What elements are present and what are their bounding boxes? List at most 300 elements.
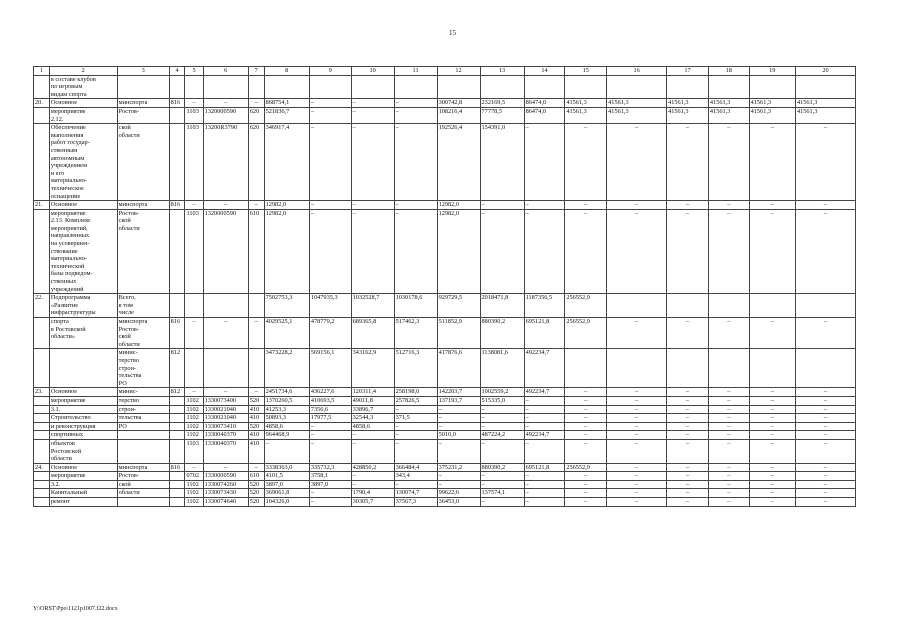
table-cell: – <box>480 480 524 489</box>
table-cell <box>117 75 169 99</box>
table-cell: – <box>667 489 709 498</box>
table-cell: – <box>795 414 855 423</box>
table-cell: ской <box>117 480 169 489</box>
table-cell <box>169 472 185 481</box>
table-cell: 1002559,2 <box>480 388 524 397</box>
table-cell: – <box>248 99 264 108</box>
table-cell: – <box>667 396 709 405</box>
table-cell: 812 <box>169 388 185 397</box>
table-cell: 37567,3 <box>394 498 437 507</box>
table-cell: 4101,5 <box>264 472 309 481</box>
table-cell: – <box>394 201 437 210</box>
table-cell: – <box>749 463 795 472</box>
table-cell: 346917,4 <box>264 124 309 201</box>
table-cell: – <box>524 472 565 481</box>
table-cell: в составе клубов по игровым видам спорта <box>49 75 117 99</box>
table-cell: 1103 <box>185 439 203 463</box>
table-cell: – <box>394 431 437 440</box>
table-cell: – <box>394 480 437 489</box>
table-cell: 12982,0 <box>264 209 309 294</box>
table-cell: спортивных <box>49 431 117 440</box>
table-cell: области <box>117 489 169 498</box>
table-cell: 375231,2 <box>437 463 480 472</box>
table-cell <box>34 318 50 349</box>
table-cell: 3.1. <box>49 405 117 414</box>
table-cell: минспорта Ростов- ской области <box>117 318 169 349</box>
table-cell: строи- <box>117 405 169 414</box>
table-cell: 520 <box>248 396 264 405</box>
table-cell <box>169 75 185 99</box>
table-cell: 77778,5 <box>480 107 524 123</box>
table-cell: 1330073410 <box>203 422 248 431</box>
table-cell: – <box>607 318 667 349</box>
table-cell: терство <box>117 396 169 405</box>
table-cell <box>480 75 524 99</box>
table-cell: 1330040370 <box>203 431 248 440</box>
table-cell: 1103 <box>185 107 203 123</box>
table-cell: 1320000590 <box>203 209 248 294</box>
table-cell: – <box>607 463 667 472</box>
table-cell: 1330073400 <box>203 396 248 405</box>
table-cell: – <box>351 124 394 201</box>
table-cell <box>169 124 185 201</box>
table-cell: – <box>565 414 607 423</box>
table-cell: 868754,1 <box>264 99 309 108</box>
column-header: 16 <box>607 67 667 76</box>
table-cell: – <box>524 414 565 423</box>
table-cell: – <box>749 498 795 507</box>
table-cell: – <box>565 388 607 397</box>
table-cell: – <box>309 107 351 123</box>
table-row <box>34 463 856 472</box>
table-cell: – <box>185 463 203 472</box>
table-cell <box>169 480 185 489</box>
table-cell <box>169 489 185 498</box>
table-cell: 335732,3 <box>309 463 351 472</box>
table-row <box>34 294 856 318</box>
table-cell <box>34 405 50 414</box>
table-cell: – <box>708 498 749 507</box>
table-cell <box>169 422 185 431</box>
table-cell: 492234,7 <box>524 388 565 397</box>
table-cell: – <box>565 422 607 431</box>
table-cell: 154391,0 <box>480 124 524 201</box>
table-cell <box>795 294 855 318</box>
table-cell: Основное <box>49 99 117 108</box>
table-cell <box>185 349 203 388</box>
table-cell: – <box>708 396 749 405</box>
table-cell: – <box>667 388 709 397</box>
table-cell: – <box>795 124 855 201</box>
table-cell <box>795 349 855 388</box>
table-cell: 41561,3 <box>607 99 667 108</box>
table-cell: – <box>203 99 248 108</box>
table-cell: 620 <box>248 107 264 123</box>
table-cell: минис- <box>117 388 169 397</box>
table-cell <box>169 396 185 405</box>
table-row <box>34 124 856 201</box>
table-cell <box>607 349 667 388</box>
table-cell <box>607 75 667 99</box>
table-cell <box>117 439 169 463</box>
table-row <box>34 209 856 294</box>
table-cell: – <box>749 388 795 397</box>
table-cell <box>708 294 749 318</box>
column-header: 12 <box>437 67 480 76</box>
table-cell: – <box>351 107 394 123</box>
table-cell: Ростов- <box>117 107 169 123</box>
table-cell: 512716,3 <box>394 349 437 388</box>
table-cell <box>749 294 795 318</box>
table-cell: 3338363,0 <box>264 463 309 472</box>
column-header: 6 <box>203 67 248 76</box>
table-cell: 41561,3 <box>708 99 749 108</box>
table-cell: – <box>607 414 667 423</box>
table-cell <box>749 75 795 99</box>
table-cell <box>34 349 50 388</box>
table-cell: – <box>524 480 565 489</box>
table-cell: – <box>480 414 524 423</box>
table-cell: – <box>795 396 855 405</box>
table-cell: – <box>480 422 524 431</box>
table-cell: 1370260,5 <box>264 396 309 405</box>
table-cell: 104326,0 <box>264 498 309 507</box>
table-row <box>34 201 856 210</box>
table-cell: – <box>351 439 394 463</box>
table-cell <box>708 75 749 99</box>
table-cell: 520 <box>248 489 264 498</box>
table-cell: – <box>437 472 480 481</box>
table-cell <box>264 75 309 99</box>
table-cell: – <box>708 209 749 294</box>
table-cell: 41561,3 <box>565 107 607 123</box>
table-cell <box>34 124 50 201</box>
table-cell <box>34 489 50 498</box>
column-header: 3 <box>117 67 169 76</box>
table-cell <box>34 75 50 99</box>
table-cell: 428850,2 <box>351 463 394 472</box>
table-cell: – <box>351 431 394 440</box>
table-cell: 1330074640 <box>203 498 248 507</box>
table-cell: – <box>795 489 855 498</box>
table-cell: 300742,8 <box>437 99 480 108</box>
table-cell: – <box>437 439 480 463</box>
table-cell: 22. <box>34 294 50 318</box>
column-header: 20 <box>795 67 855 76</box>
table-cell: 695121,8 <box>524 463 565 472</box>
table-row <box>34 480 856 489</box>
table-cell: – <box>565 489 607 498</box>
table-cell: – <box>667 209 709 294</box>
table-cell: – <box>708 463 749 472</box>
table-cell <box>34 209 50 294</box>
table-cell: – <box>309 201 351 210</box>
table-cell: – <box>203 388 248 397</box>
table-cell: 4858,6 <box>264 422 309 431</box>
table-cell <box>565 349 607 388</box>
table-cell <box>203 75 248 99</box>
table-cell: мероприятие <box>49 396 117 405</box>
table-cell: – <box>565 201 607 210</box>
table-cell: минспорта <box>117 463 169 472</box>
table-row <box>34 107 856 123</box>
table-row <box>34 414 856 423</box>
table-cell <box>565 75 607 99</box>
table-cell: 366484,4 <box>394 463 437 472</box>
table-cell: – <box>351 472 394 481</box>
table-cell: 410 <box>248 414 264 423</box>
table-cell: – <box>248 388 264 397</box>
table-cell: 410 <box>248 431 264 440</box>
table-cell <box>49 349 117 388</box>
table-cell: 569156,1 <box>309 349 351 388</box>
table-row <box>34 439 856 463</box>
table-cell: – <box>351 201 394 210</box>
table-row <box>34 472 856 481</box>
table-row <box>34 498 856 507</box>
table-cell: – <box>749 201 795 210</box>
table-cell: Ростов- ской области <box>117 209 169 294</box>
table-cell: 478779,2 <box>309 318 351 349</box>
table-cell: 1187356,5 <box>524 294 565 318</box>
table-cell: 256552,9 <box>565 318 607 349</box>
table-cell: 256552,9 <box>565 463 607 472</box>
table-cell: 5010,0 <box>437 431 480 440</box>
table-cell <box>34 414 50 423</box>
table-cell <box>34 107 50 123</box>
table-cell: – <box>795 498 855 507</box>
table-cell: – <box>480 472 524 481</box>
table-cell: – <box>524 422 565 431</box>
table-cell: 1138081,6 <box>480 349 524 388</box>
column-header: 15 <box>565 67 607 76</box>
table-cell <box>667 349 709 388</box>
table-cell: 1330021040 <box>203 405 248 414</box>
table-cell: 33896,7 <box>351 405 394 414</box>
table-cell: Основное <box>49 388 117 397</box>
column-header: 11 <box>394 67 437 76</box>
table-cell: 23. <box>34 388 50 397</box>
table-cell: 343,4 <box>394 472 437 481</box>
table-cell: – <box>248 463 264 472</box>
table-cell: 13200R3790 <box>203 124 248 201</box>
table-cell: 32544,3 <box>351 414 394 423</box>
table-cell <box>248 75 264 99</box>
table-cell: 812 <box>169 349 185 388</box>
table-cell: – <box>524 439 565 463</box>
table-cell: 1102 <box>185 414 203 423</box>
table-cell: 257826,5 <box>394 396 437 405</box>
table-cell: – <box>309 439 351 463</box>
table-cell: – <box>203 318 248 349</box>
table-cell: 41561,3 <box>749 99 795 108</box>
table-cell: 41561,3 <box>795 107 855 123</box>
table-cell: – <box>607 498 667 507</box>
table-cell: – <box>708 405 749 414</box>
table-cell: – <box>185 99 203 108</box>
table-cell: 1790,4 <box>351 489 394 498</box>
table-cell: – <box>351 209 394 294</box>
table-cell <box>667 75 709 99</box>
table-cell: 816 <box>169 201 185 210</box>
column-header: 14 <box>524 67 565 76</box>
table-cell: 256552,9 <box>565 294 607 318</box>
column-header: 10 <box>351 67 394 76</box>
table-cell: 41561,3 <box>667 107 709 123</box>
table-cell <box>524 75 565 99</box>
table-row <box>34 431 856 440</box>
table-cell <box>749 349 795 388</box>
table-cell: – <box>437 480 480 489</box>
table-cell: 50893,3 <box>264 414 309 423</box>
table-cell <box>248 294 264 318</box>
table-cell: – <box>309 489 351 498</box>
table-cell: объектов Ростовской области <box>49 439 117 463</box>
table-cell: 120311,4 <box>351 388 394 397</box>
table-row <box>34 318 856 349</box>
table-cell <box>795 75 855 99</box>
page-number: 15 <box>449 29 456 37</box>
table-cell: 520 <box>248 480 264 489</box>
table-cell: 142203,7 <box>437 388 480 397</box>
table-cell <box>34 498 50 507</box>
table-cell: – <box>248 318 264 349</box>
table-row <box>34 396 856 405</box>
table-cell: 880390,2 <box>480 463 524 472</box>
table-cell: 610 <box>248 472 264 481</box>
table-cell <box>203 349 248 388</box>
table-cell: – <box>437 405 480 414</box>
table-cell: минспорта <box>117 201 169 210</box>
table-cell: ремонт <box>49 498 117 507</box>
table-cell: – <box>607 480 667 489</box>
table-cell: – <box>565 480 607 489</box>
table-cell: 511852,9 <box>437 318 480 349</box>
table-cell: 492234,7 <box>524 431 565 440</box>
table-cell: – <box>480 405 524 414</box>
table-cell: 410693,5 <box>309 396 351 405</box>
table-cell: – <box>749 405 795 414</box>
table-cell: – <box>795 201 855 210</box>
table-cell: 1102 <box>185 489 203 498</box>
table-row <box>34 405 856 414</box>
table-cell: – <box>607 124 667 201</box>
table-cell: – <box>480 201 524 210</box>
table-cell: Основное <box>49 201 117 210</box>
table-cell: 108216,4 <box>437 107 480 123</box>
table-cell: 12982,0 <box>437 201 480 210</box>
table-cell: 929729,5 <box>437 294 480 318</box>
table-cell: – <box>480 439 524 463</box>
table-cell: и реконструкция <box>49 422 117 431</box>
table-cell: 816 <box>169 463 185 472</box>
table-cell: 1102 <box>185 422 203 431</box>
table-cell: Капитальный <box>49 489 117 498</box>
table-cell: мероприятие 2.12. <box>49 107 117 123</box>
table-cell: – <box>749 396 795 405</box>
table-cell <box>169 431 185 440</box>
table-cell: – <box>667 201 709 210</box>
budget-table <box>33 66 856 507</box>
table-cell: – <box>795 422 855 431</box>
column-header: 13 <box>480 67 524 76</box>
table-cell: 49011,8 <box>351 396 394 405</box>
table-cell: – <box>667 463 709 472</box>
table-cell: – <box>667 124 709 201</box>
table-cell: – <box>524 405 565 414</box>
table-cell: 1102 <box>185 431 203 440</box>
table-cell: 1102 <box>185 498 203 507</box>
table-cell: – <box>309 124 351 201</box>
table-cell: – <box>565 405 607 414</box>
table-cell: 1032528,7 <box>351 294 394 318</box>
table-cell: – <box>309 209 351 294</box>
table-cell: 964468,9 <box>264 431 309 440</box>
table-cell: 137574,1 <box>480 489 524 498</box>
table-cell: – <box>667 318 709 349</box>
table-cell: – <box>394 439 437 463</box>
table-cell <box>34 422 50 431</box>
table-cell: – <box>749 480 795 489</box>
table-cell <box>185 75 203 99</box>
table-cell: – <box>607 405 667 414</box>
table-cell: – <box>795 431 855 440</box>
column-header: 5 <box>185 67 203 76</box>
table-cell: 417876,6 <box>437 349 480 388</box>
table-cell <box>169 209 185 294</box>
table-cell: 1320000590 <box>203 107 248 123</box>
table-cell: 3473228,2 <box>264 349 309 388</box>
column-header: 7 <box>248 67 264 76</box>
table-cell: 410 <box>248 439 264 463</box>
table-cell: – <box>607 209 667 294</box>
table-cell <box>708 349 749 388</box>
table-cell: – <box>565 124 607 201</box>
table-cell: тельства <box>117 414 169 423</box>
table-cell <box>117 431 169 440</box>
table-cell: 3897,0 <box>309 480 351 489</box>
table-cell: – <box>667 439 709 463</box>
table-cell: 41561,3 <box>565 99 607 108</box>
table-cell: – <box>795 388 855 397</box>
table-cell: – <box>708 124 749 201</box>
table-cell <box>34 480 50 489</box>
table-cell: – <box>524 201 565 210</box>
table-cell: 521836,7 <box>264 107 309 123</box>
table-cell: 137193,7 <box>437 396 480 405</box>
table-cell: – <box>394 422 437 431</box>
table-cell: – <box>749 472 795 481</box>
table-cell: – <box>749 414 795 423</box>
table-cell: 1047935,3 <box>309 294 351 318</box>
table-cell: – <box>437 422 480 431</box>
table-cell: 232169,5 <box>480 99 524 108</box>
table-cell: Основное <box>49 463 117 472</box>
table-cell: Обеспечение выполнения работ государ- ственным автономным учреждением и его материально- техническое оснащение <box>49 124 117 201</box>
table-cell <box>34 472 50 481</box>
table-cell: – <box>480 498 524 507</box>
table-cell: 371,5 <box>394 414 437 423</box>
table-cell: – <box>607 439 667 463</box>
table-cell: – <box>749 124 795 201</box>
table-cell: – <box>708 201 749 210</box>
table-cell: 41561,3 <box>708 107 749 123</box>
table-cell: – <box>795 209 855 294</box>
table-cell <box>185 294 203 318</box>
table-cell: – <box>667 414 709 423</box>
table-cell: РО <box>117 422 169 431</box>
table-cell: 520 <box>248 498 264 507</box>
